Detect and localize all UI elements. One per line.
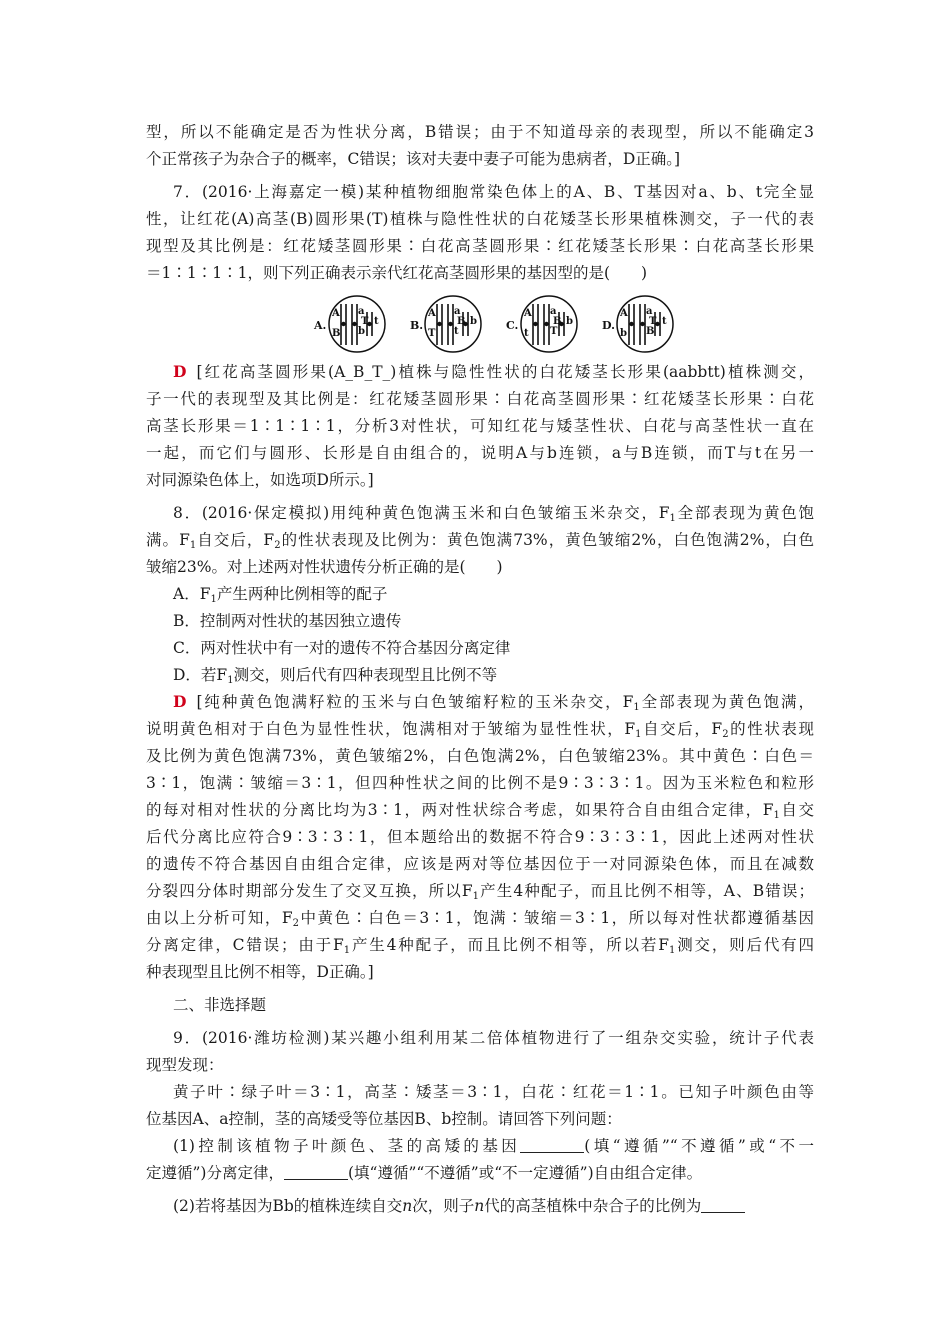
text-line: 定遵循”)分离定律， (填“遵循”“不遵循”或“不一定遵循”)自由组合定律。 [146,1164,703,1182]
allele-label: B [646,326,655,337]
allele-label: A [620,308,628,319]
text-line: 对同源染色体上，如选项D所示。] [146,471,374,489]
chromosome-options-figure [310,288,690,362]
allele-label: t [374,316,379,327]
answer-blank[interactable] [520,1138,584,1153]
question-9-part-1: (1)控制该植物子叶颜色、茎的高矮的基因 (填“遵循”“不遵循”或“不一 [173,1137,814,1155]
option-b: B．控制两对性状的基因独立遗传 [173,612,402,630]
text-line: 由以上分析可知，$F_2$中黄色∶白色＝3∶1，饱满∶皱缩＝3∶1，所以每对性状都遵循基因 [146,909,814,929]
question-9-part-2: (2)若将基因为Bb的植株连续自交n次，则子n代的高茎植株中杂合子的比例为 [173,1196,841,1216]
allele-label: t [454,326,459,337]
text-line: ＝1∶1∶1∶1，则下列正确表示亲代红花高茎圆形果的基因型的是( ) [146,264,648,282]
text-line: 现型发现： [146,1056,224,1074]
question-7-stem: 7．(2016·上海嘉定一模)某种植物细胞常染色体上的A、B、T基因对a、b、t完全显 [173,183,814,201]
text-line: 高茎长形果＝1∶1∶1∶1，分析3对性状，可知红花与矮茎性状、白花与高茎性状一直在 [146,417,814,435]
allele-label: A [524,308,532,319]
allele-label: b [358,326,365,337]
text-line: 性，让红花(A)高茎(B)圆形果(T)植株与隐性性状的白花矮茎长形果植株测交，子一代的表 [146,210,814,228]
option-label: A. [314,319,327,332]
answer-letter: D [173,692,187,711]
allele-label: A [428,308,436,319]
answer-blank[interactable] [284,1165,348,1180]
option-label: B. [410,319,424,332]
allele-label: B [553,316,562,327]
allele-label: b [470,316,477,327]
allele-label: b [620,328,627,339]
text-line: 满。$F_1$自交后，$F_2$的性状表现及比例为：黄色饱满73%，黄色皱缩2%，白色饱满2%，白色 [146,531,814,551]
text-line: 说明黄色相对于白色为显性性状，饱满相对于皱缩为显性性状，$F_1$自交后，$F_2$的性状表现 [146,720,814,740]
text-line: 位基因A、a控制，茎的高矮受等位基因B、b控制。请回答下列问题： [146,1110,622,1128]
option-d: D．若$F_1$测交，则后代有四种表现型且比例不等 [173,666,498,686]
answer-7-line: D [红花高茎圆形果(A_B_T_)植株与隐性性状的白花矮茎长形果(aabbtt)植株测交， [173,362,814,381]
option-a-cell [313,296,385,352]
option-label: C. [506,319,519,332]
allele-label: a [646,306,653,317]
text-line: 的遗传不符合基因自由组合定律，应该是两对等位基因位于一对同源染色体，而且在减数 [146,855,814,873]
allele-label: t [524,328,529,339]
allele-label: a [454,306,461,317]
text-line: 后代分离比应符合9∶3∶3∶1，但本题给出的数据不符合9∶3∶3∶1，因此上述两对性状 [146,828,814,846]
text-line: 现型及其比例是：红花矮茎圆形果∶白花高茎圆形果∶红花矮茎长形果∶白花高茎长形果 [146,237,814,255]
option-label: D. [602,319,615,332]
text-line: 皱缩23%。对上述两对性状遗传分析正确的是( ) [146,558,503,576]
section-heading: 二、非选择题 [173,996,267,1014]
answer-blank[interactable] [701,1198,745,1213]
question-8-stem: 8．(2016·保定模拟)用纯种黄色饱满玉米和白色皱缩玉米杂交，$F_1$全部表现为黄色饱 [173,504,814,524]
allele-label: a [550,306,557,317]
option-b-cell [410,296,481,352]
option-c-cell [506,296,577,352]
allele-label: t [662,316,667,327]
text-line: 一起，而它们与圆形、长形是自由组合的，说明A与b连锁，a与B连锁，而T与t在另一 [146,444,814,462]
allele-label: B [457,316,466,327]
allele-label: A [332,308,340,319]
option-d-cell [602,296,673,352]
allele-label: T [649,316,657,327]
text-line: 种表现型且比例不相等，D正确。] [146,963,374,981]
option-c: C．两对性状中有一对的遗传不符合基因分离定律 [173,639,511,657]
answer-letter: D [173,362,187,381]
text-line: 黄子叶∶绿子叶＝3∶1，高茎∶矮茎＝3∶1，白花∶红花＝1∶1。已知子叶颜色由等 [173,1083,814,1101]
text-line: 个正常孩子为杂合子的概率，C错误；该对夫妻中妻子可能为患病者，D正确。] [146,150,681,168]
allele-label: a [358,306,365,317]
answer-8-line: D [纯种黄色饱满籽粒的玉米与白色皱缩籽粒的玉米杂交，$F_1$全部表现为黄色饱满， [173,692,814,713]
allele-label: b [566,316,573,327]
text-line: 型，所以不能确定是否为性状分离，B错误；由于不知道母亲的表现型，所以不能确定3 [146,123,814,141]
text-line: 的每对相对性状的分离比均为3∶1，两对性状综合考虑，如果符合自由组合定律，$F_1$自交 [146,801,814,821]
allele-label: T [361,316,369,327]
option-a: A．$F_1$产生两种比例相等的配子 [173,585,388,605]
text-line: 子一代的表现型及其比例是：红花矮茎圆形果∶白花高茎圆形果∶红花矮茎长形果∶白花 [146,390,814,408]
text-line: 3∶1，饱满∶皱缩＝3∶1，但四种性状之间的比例不是9∶3∶3∶1。因为玉米粒色和粒形 [146,774,814,792]
allele-label: T [550,326,558,337]
text-line: 分裂四分体时期部分发生了交叉互换，所以$F_1$产生4种配子，而且比例不相等，A、B错误； [146,882,814,902]
allele-label: B [332,328,341,339]
allele-label: T [428,328,436,339]
text-line: 分离定律，C错误；由于$F_1$产生4种配子，而且比例不相等，所以若$F_1$测交，则后代有四 [146,936,814,956]
text-line: 及比例为黄色饱满73%，黄色皱缩2%，白色饱满2%，白色皱缩23%。其中黄色∶白色＝ [146,747,814,765]
question-9-stem: 9．(2016·潍坊检测)某兴趣小组利用某二倍体植物进行了一组杂交实验，统计子代表 [173,1029,814,1047]
